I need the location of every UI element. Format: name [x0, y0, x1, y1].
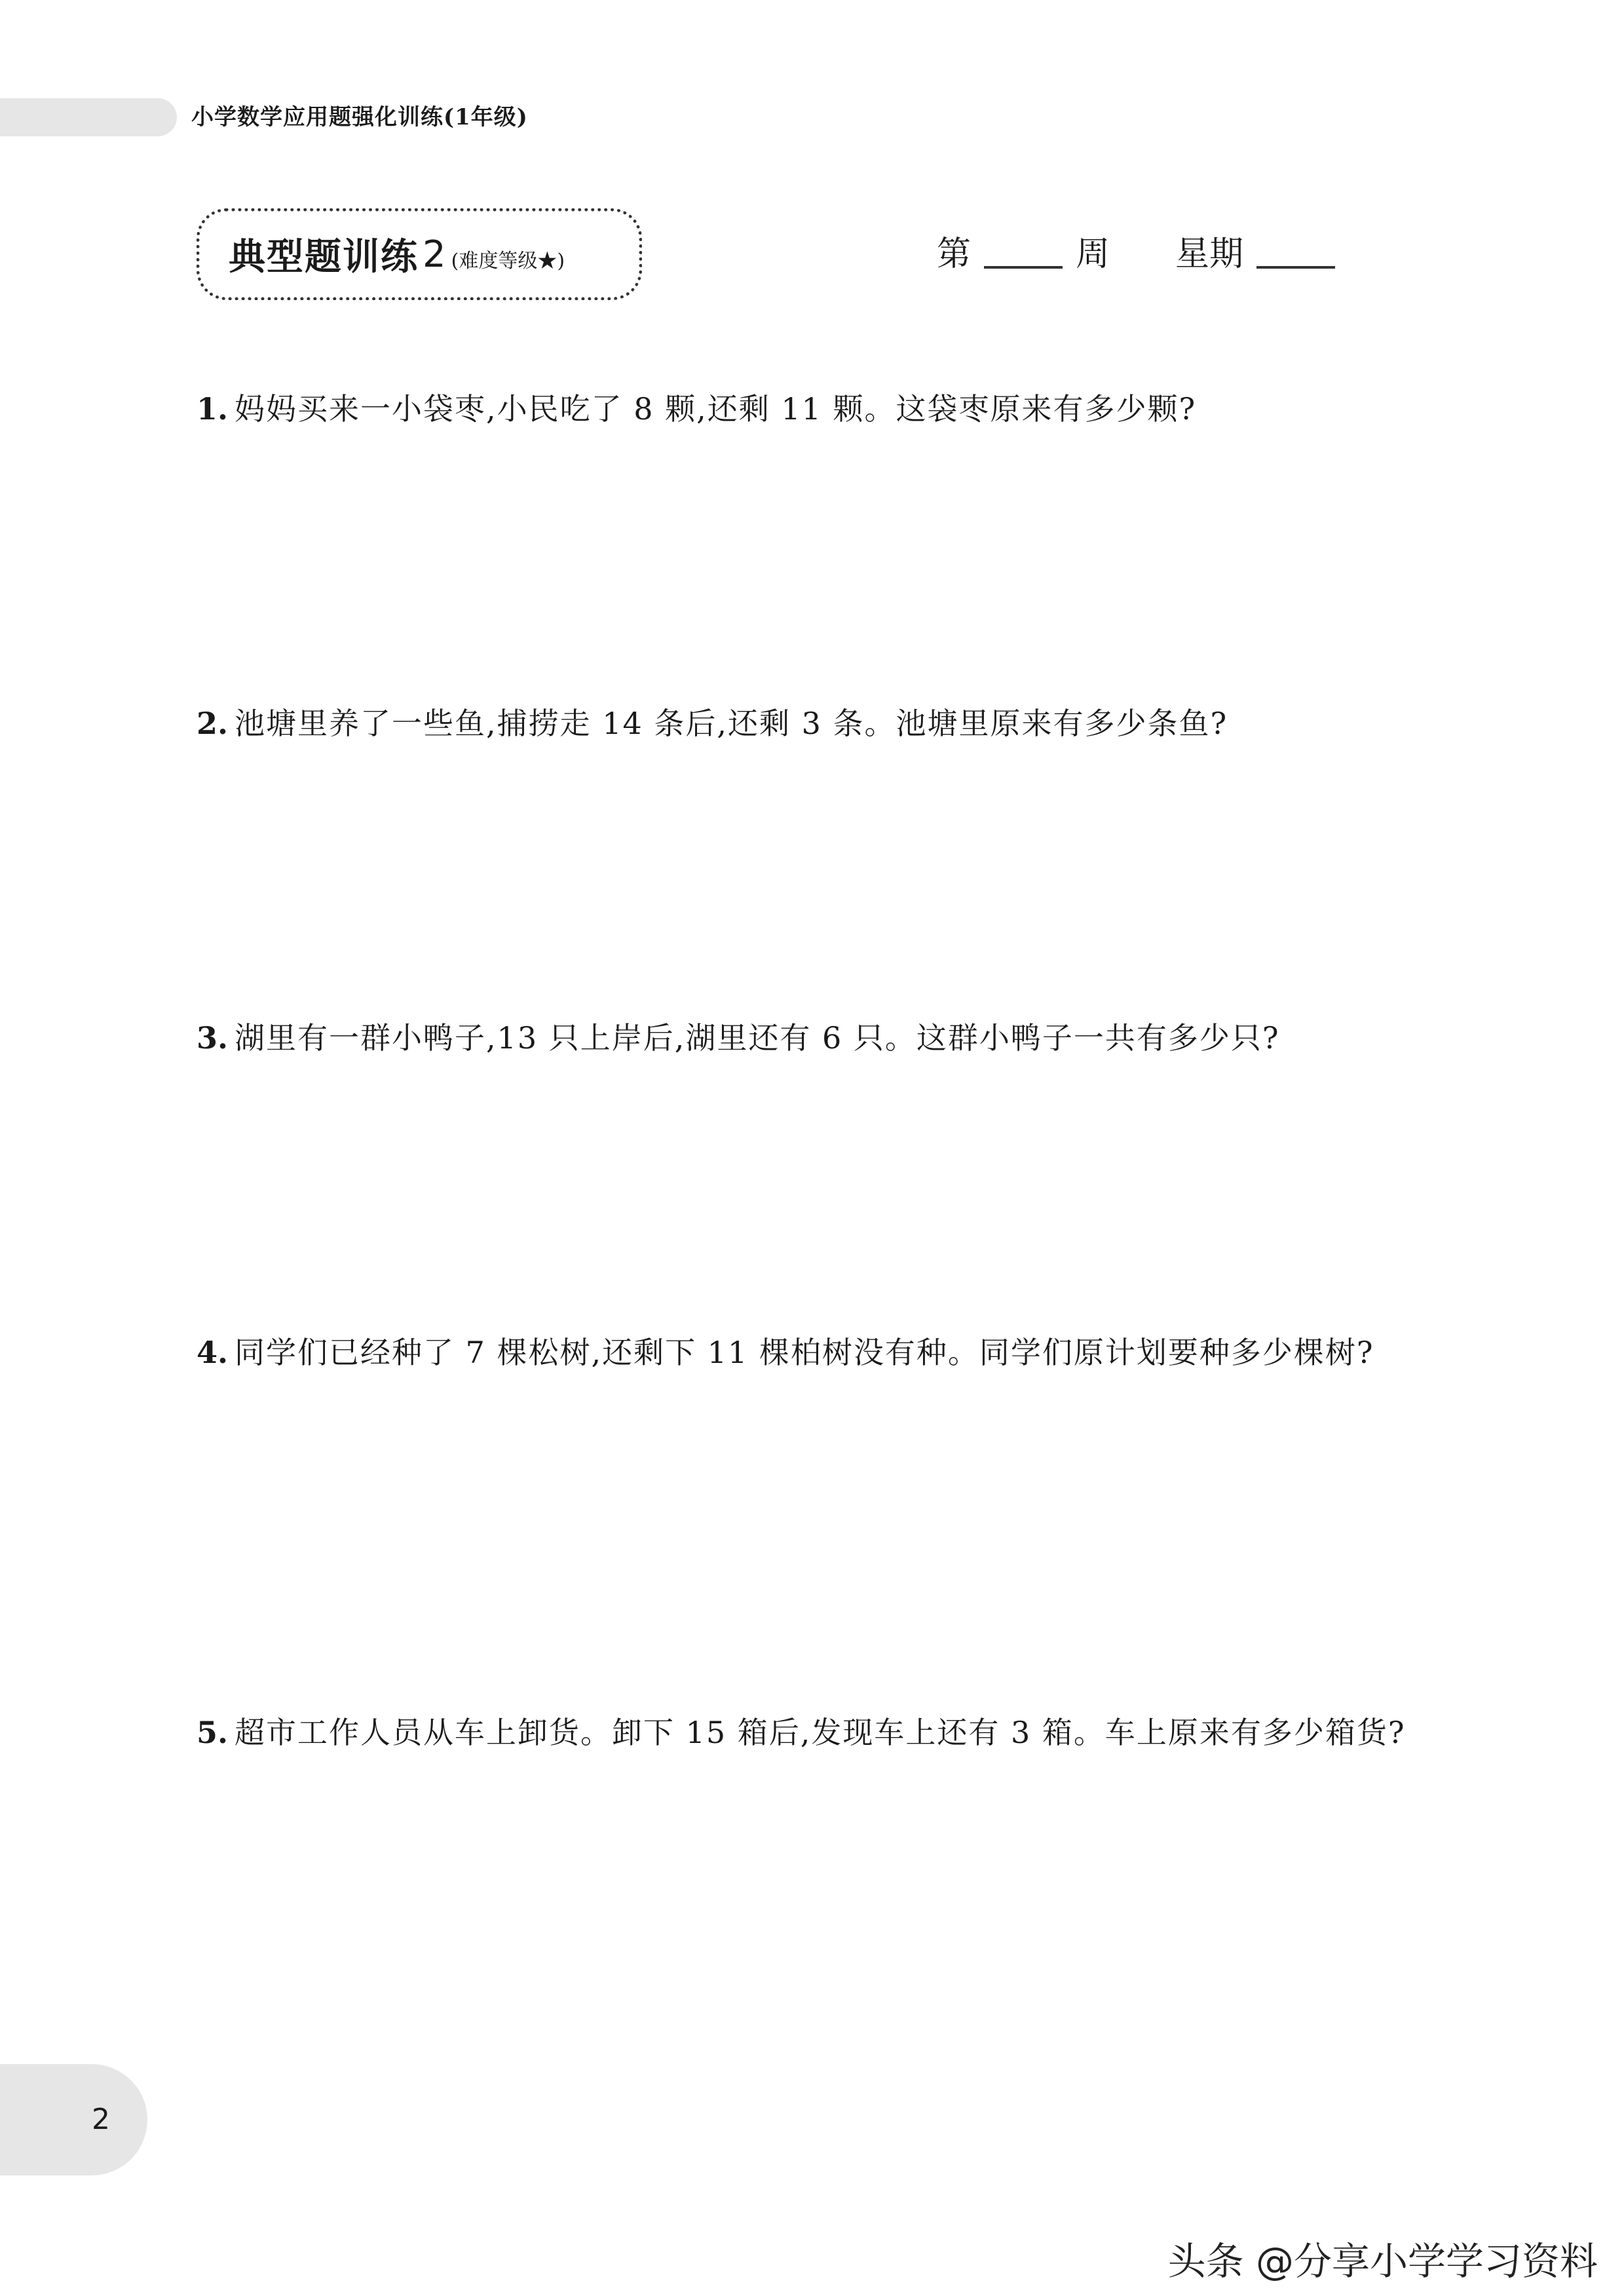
page-number: 2 [92, 2103, 110, 2136]
watermark: 头条 @分享小学学习资料 [1167, 2239, 1598, 2284]
day-label: 星期 [1175, 235, 1244, 274]
day-blank[interactable] [1256, 266, 1335, 269]
problem-number: 4. [197, 1335, 229, 1370]
header-tab [0, 98, 177, 136]
problem-text: 湖里有一群小鸭子,13 只上岸后,湖里还有 6 只。这群小鸭子一共有多少只? [235, 1020, 1280, 1056]
week-blank[interactable] [984, 266, 1063, 269]
problem-text: 池塘里养了一些鱼,捕捞走 14 条后,还剩 3 条。池塘里原来有多少条鱼? [235, 706, 1228, 741]
page-number-tab [0, 2064, 147, 2175]
problem-item [197, 1314, 1454, 1391]
problem-item [197, 999, 1454, 1077]
problem-number: 1. [197, 391, 229, 427]
problem-item [197, 685, 1454, 762]
difficulty-label: (难度等级★) [451, 250, 565, 273]
problem-text: 超市工作人员从车上卸货。卸下 15 箱后,发现车上还有 3 箱。车上原来有多少箱货? [235, 1715, 1406, 1750]
problem-item [197, 370, 1454, 448]
section-badge [197, 208, 642, 300]
problem-item [197, 1694, 1454, 1771]
problem-number: 2. [197, 706, 229, 741]
book-title: 小学数学应用题强化训练(1年级) [191, 104, 528, 130]
problem-text: 同学们已经种了 7 棵松树,还剩下 11 棵柏树没有种。同学们原计划要种多少棵树? [235, 1335, 1374, 1370]
problem-number: 3. [197, 1020, 229, 1056]
section-title: 典型题训练 [229, 236, 419, 278]
week-label: 周 [1076, 235, 1110, 274]
problem-text: 妈妈买来一小袋枣,小民吃了 8 颗,还剩 11 颗。这袋枣原来有多少颗? [235, 391, 1197, 427]
date-fill [937, 223, 1335, 275]
week-prefix: 第 [937, 235, 972, 274]
problem-number: 5. [197, 1715, 229, 1750]
section-number: 2 [423, 233, 446, 276]
